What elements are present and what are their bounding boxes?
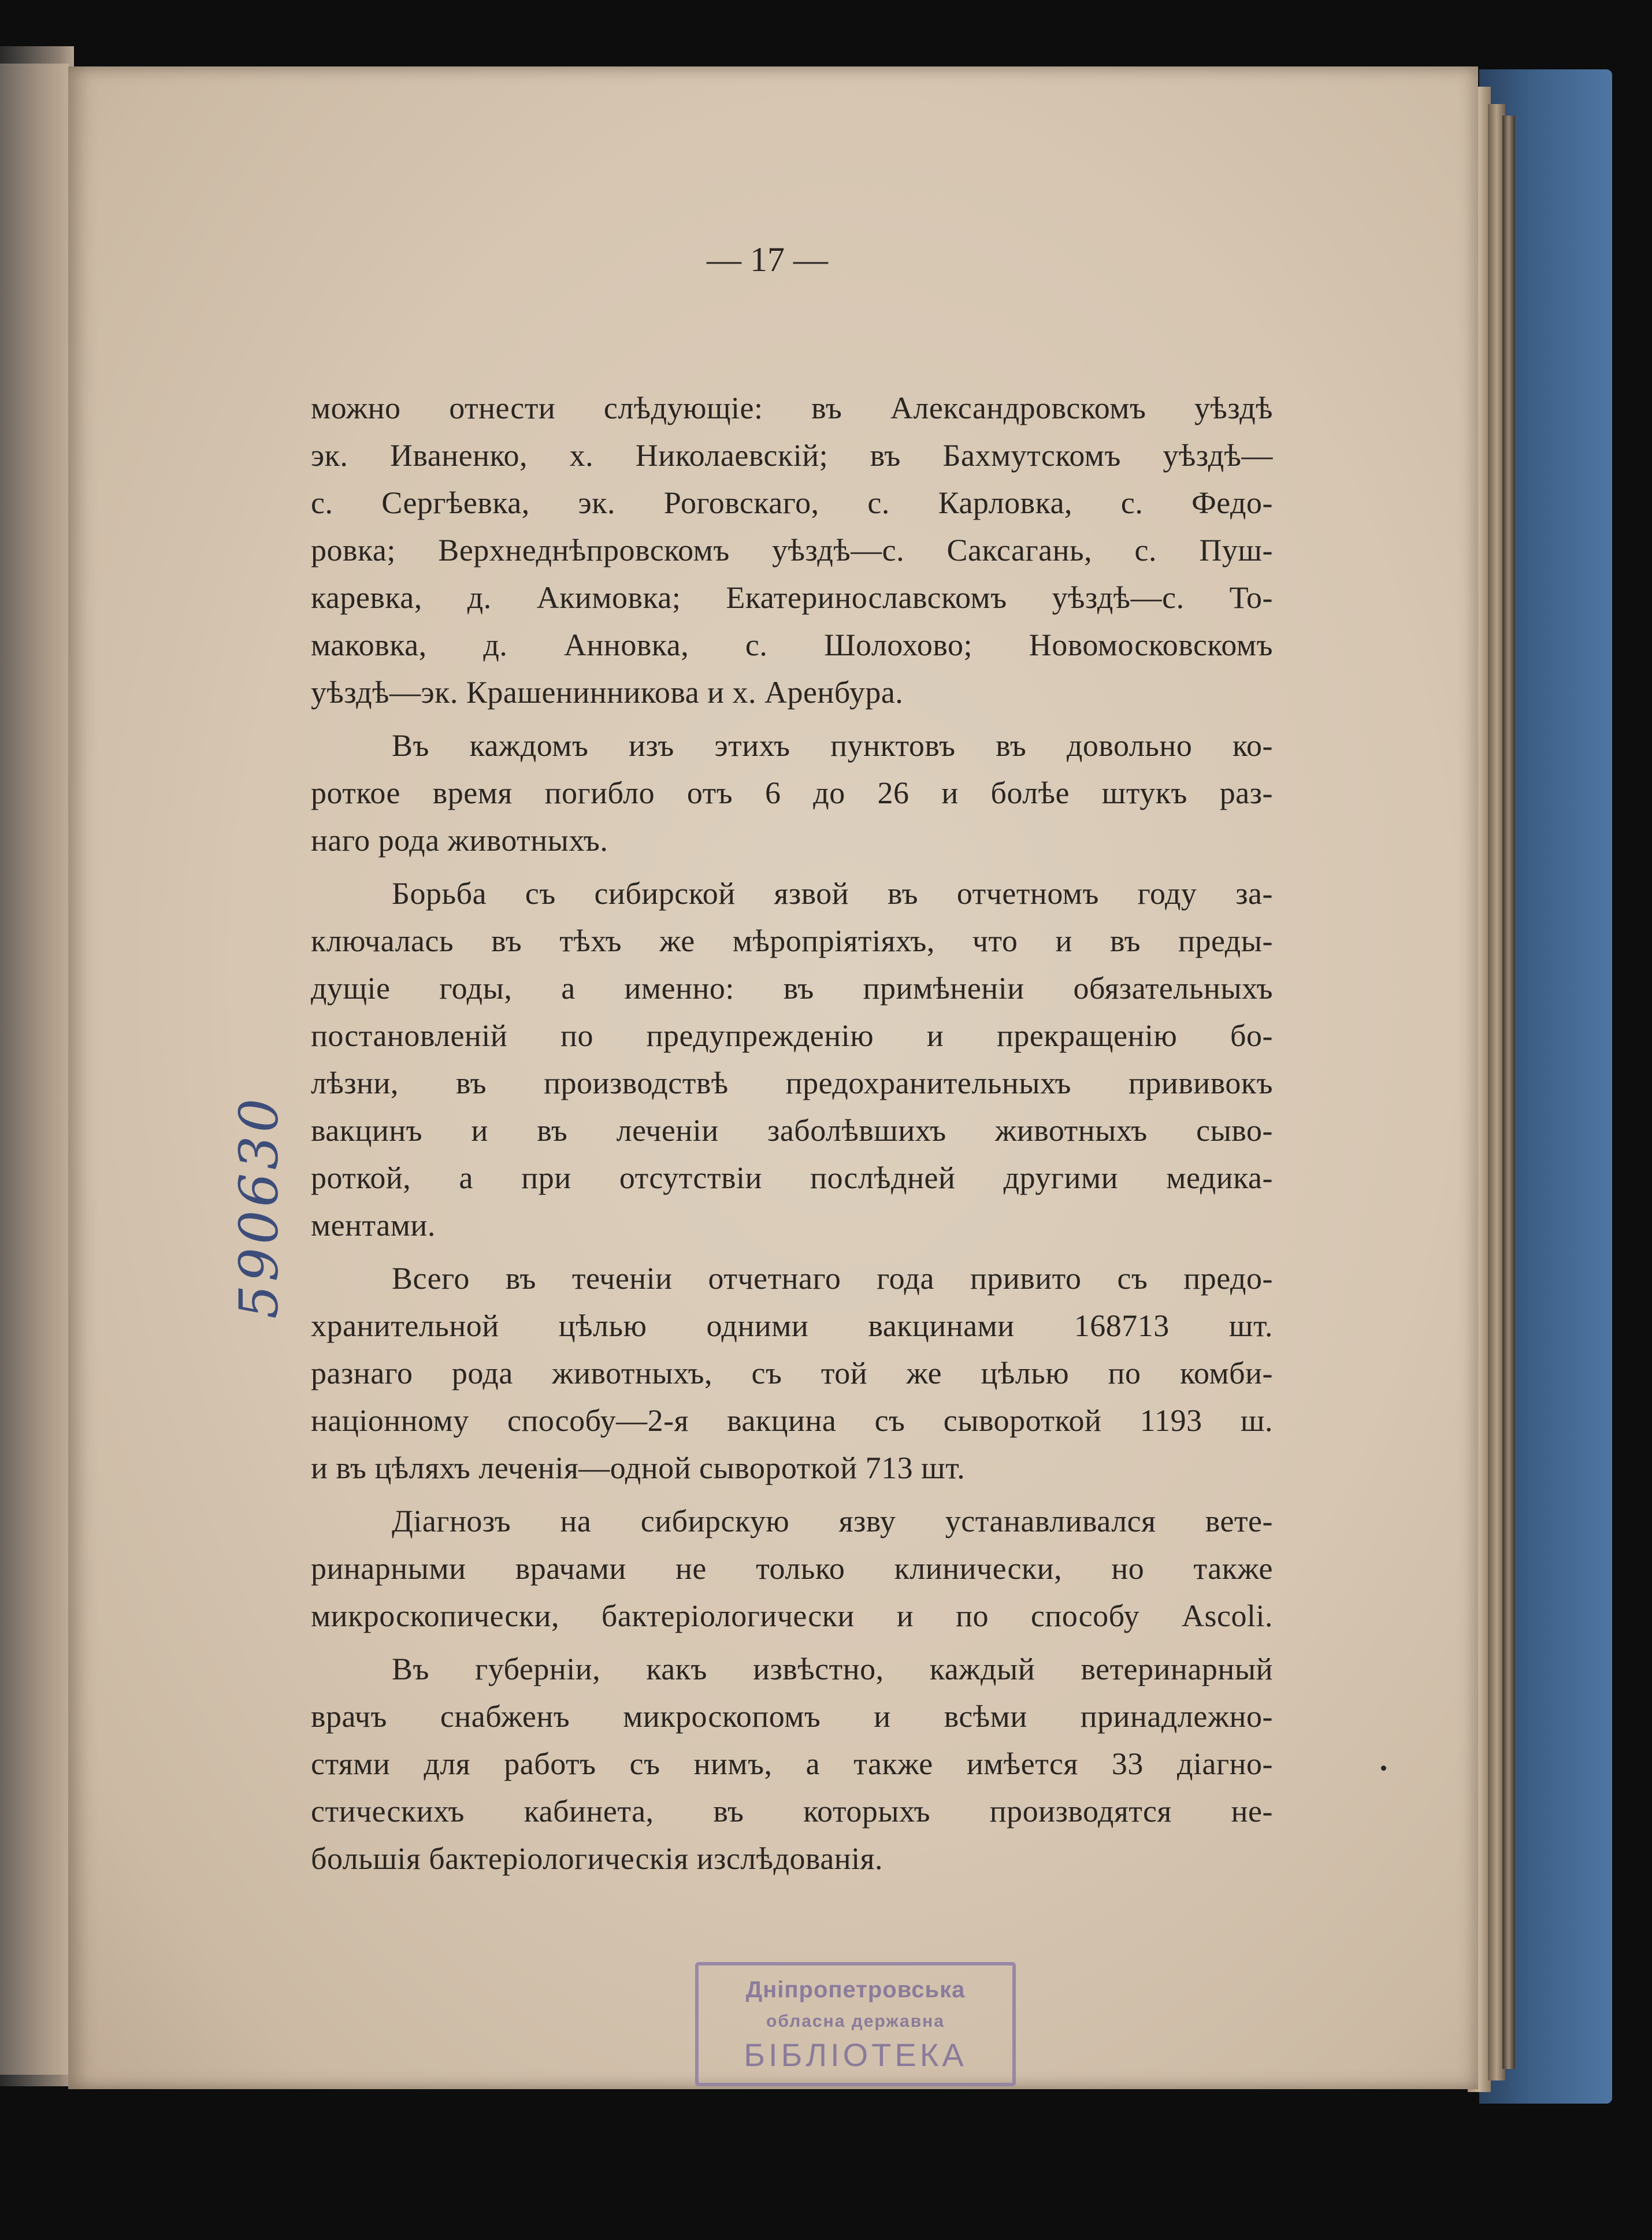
text-line: большія бактеріологическія изслѣдованія.	[311, 1841, 883, 1876]
text-line: врачъ снабженъ микроскопомъ и всѣми принадлежно-	[311, 1699, 1273, 1734]
text-line: стическихъ кабинета, въ которыхъ производятся не-	[311, 1794, 1273, 1829]
text-line: маковка, д. Анновка, с. Шолохово; Новомосковскомъ	[311, 628, 1273, 662]
text-line: роткой, а при отсутствіи послѣдней другими медика-	[311, 1160, 1273, 1195]
text-line: стями для работъ съ нимъ, а также имѣется 33 діагно-	[311, 1746, 1273, 1781]
text-line: с. Сергѣевка, эк. Роговскаго, с. Карловка, с. Федо-	[311, 485, 1273, 520]
text-line: постановленій по предупрежденію и прекращенію бо-	[311, 1018, 1273, 1053]
text-line: вакцинъ и въ леченіи заболѣвшихъ животныхъ сыво-	[311, 1113, 1273, 1148]
library-stamp	[695, 1962, 1016, 2086]
page-stack	[1502, 116, 1515, 2069]
previous-page-remnant	[0, 64, 69, 2075]
text-line: каревка, д. Акимовка; Екатеринославскомъ уѣздѣ—с. То-	[311, 580, 1273, 615]
book-page	[68, 66, 1478, 2089]
text-line: лѣзни, въ производствѣ предохранительныхъ прививокъ	[311, 1066, 1273, 1100]
paragraph-gap	[311, 864, 1273, 870]
text-line: эк. Иваненко, х. Николаевскій; въ Бахмутскомъ уѣздѣ—	[311, 438, 1273, 473]
ink-speck	[1381, 1766, 1386, 1771]
stamp-line: обласна державна	[766, 2012, 945, 2031]
paragraph-gap	[311, 1492, 1273, 1497]
text-line: Въ каждомъ изъ этихъ пунктовъ въ довольно ко-	[392, 728, 1273, 763]
text-line: хранительной цѣлью одними вакцинами 168713 шт.	[311, 1308, 1273, 1343]
text-line: ключалась въ тѣхъ же мѣропріятіяхъ, что и въ преды-	[311, 924, 1273, 958]
text-line: и въ цѣляхъ леченія—одной сывороткой 713 шт.	[311, 1451, 966, 1485]
text-line: наго рода животныхъ.	[311, 823, 608, 858]
handwritten-inventory-text: 590630	[228, 1095, 290, 1319]
text-line: роткое время погибло отъ 6 до 26 и болѣе штукъ раз-	[311, 776, 1273, 810]
handwritten-inventory-number	[224, 1084, 288, 1326]
paragraph-gap	[311, 1249, 1273, 1255]
text-line: Всего въ теченіи отчетнаго года привито съ предо-	[392, 1261, 1273, 1296]
text-line: Діагнозъ на сибирскую язву устанавливался вете-	[392, 1504, 1273, 1538]
text-line: уѣздѣ—эк. Крашенинникова и х. Аренбура.	[311, 675, 904, 710]
text-line: націонному способу—2-я вакцина съ сывороткой 1193 ш.	[311, 1403, 1273, 1438]
text-line: микроскопически, бактеріологически и по способу Ascoli.	[311, 1599, 1273, 1633]
page-number: — 17 —	[707, 240, 828, 279]
text-line: Борьба съ сибирской язвой въ отчетномъ году за-	[392, 876, 1273, 911]
text-line: можно отнести слѣдующіе: въ Александровскомъ уѣздѣ	[311, 391, 1273, 425]
text-line: дущіе годы, а именно: въ примѣненіи обязательныхъ	[311, 971, 1273, 1006]
text-line: ровка; Верхнеднѣпровскомъ уѣздѣ—с. Саксагань, с. Пуш-	[311, 533, 1273, 568]
body-text	[311, 384, 1273, 1882]
text-line: Въ губерніи, какъ извѣстно, каждый ветеринарный	[392, 1652, 1273, 1686]
text-line: ментами.	[311, 1208, 436, 1243]
stamp-line: Дніпропетровська	[745, 1977, 966, 2002]
paragraph-gap	[311, 1640, 1273, 1645]
text-line: разнаго рода животныхъ, съ той же цѣлью по комби-	[311, 1356, 1273, 1390]
stamp-line: БІБЛІОТЕКА	[744, 2037, 967, 2073]
paragraph-gap	[311, 716, 1273, 722]
text-line: ринарными врачами не только клинически, но также	[311, 1551, 1273, 1586]
